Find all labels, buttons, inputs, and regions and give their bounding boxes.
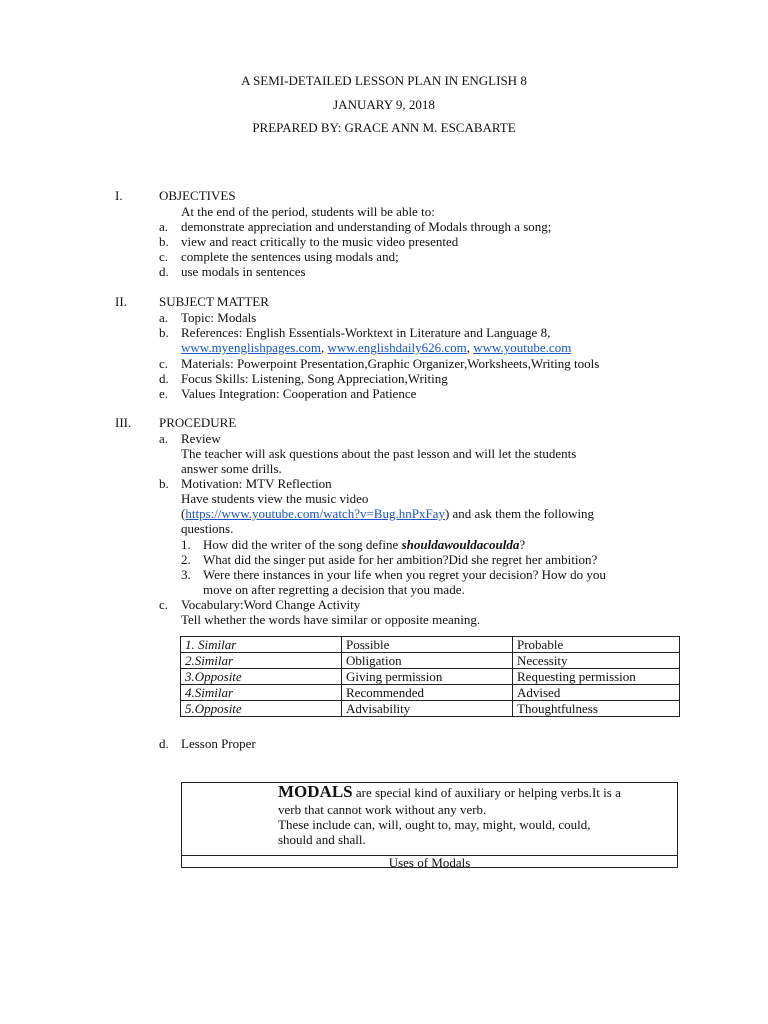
word-cell: Advised (513, 685, 680, 701)
word-cell: Probable (513, 637, 680, 653)
vocabulary-table (180, 636, 680, 717)
uses-of-modals-heading: Uses of Modals (388, 855, 471, 870)
word-cell: Obligation (342, 653, 513, 669)
list-letter: a. (159, 219, 169, 234)
table-row (181, 653, 680, 669)
section-heading-procedure: PROCEDURE (159, 415, 237, 430)
review-label: Review (181, 431, 221, 446)
document-title: A SEMI-DETAILED LESSON PLAN IN ENGLISH 8 (241, 73, 527, 88)
list-letter: c. (159, 249, 169, 264)
review-text: The teacher will ask questions about the past lesson and will let the students (181, 446, 577, 461)
word-cell: Thoughtfulness (513, 701, 680, 717)
question-text: ? (519, 537, 526, 552)
motivation-video-line (181, 506, 594, 521)
question-2: What did the singer put aside for her ambition?Did she regret her ambition? (203, 552, 598, 567)
modals-definition (278, 783, 674, 847)
song-title-emphasis: shouldawouldacoulda (401, 537, 520, 552)
list-letter: b. (159, 476, 169, 491)
lesson-proper-label: Lesson Proper (181, 736, 256, 751)
motivation-text: ) and ask them the following (444, 506, 595, 521)
question-1 (203, 537, 525, 552)
definition-line (278, 783, 674, 802)
vocabulary-instruction: Tell whether the words have similar or opposite meaning. (181, 612, 481, 627)
list-letter: d. (159, 736, 169, 751)
definition-line: should and shall. (278, 832, 366, 847)
word-cell: Recommended (342, 685, 513, 701)
link-separator: , (320, 340, 328, 355)
review-text: answer some drills. (181, 461, 282, 476)
materials-text: Materials: Powerpoint Presentation,Graphic Organizer,Worksheets,Writing tools (181, 356, 600, 371)
section-heading-objectives: OBJECTIVES (159, 188, 236, 203)
word-cell: Advisability (342, 701, 513, 717)
music-video-link[interactable]: https://www.youtube.com/watch?v=Bug.hnPxFay (185, 506, 445, 521)
prepared-by: PREPARED BY: GRACE ANN M. ESCABARTE (252, 120, 516, 135)
reference-link-myenglishpages[interactable]: www.myenglishpages.com (181, 340, 321, 355)
reference-link-youtube[interactable]: www.youtube.com (473, 340, 572, 355)
objective-item: complete the sentences using modals and; (181, 249, 399, 264)
answer-cell: 1. Similar (181, 637, 342, 653)
word-cell: Necessity (513, 653, 680, 669)
table-row (181, 669, 680, 685)
answer-cell: 3.Opposite (181, 669, 342, 685)
link-separator: , (466, 340, 474, 355)
list-letter: e. (159, 386, 169, 401)
modals-term: MODALS (278, 782, 353, 801)
section-numeral: II. (115, 294, 127, 309)
list-letter: a. (159, 310, 169, 325)
list-letter: b. (159, 325, 169, 340)
table-row (181, 685, 680, 701)
references-links (181, 340, 571, 355)
motivation-text: questions. (181, 521, 234, 536)
question-text: How did the writer of the song define (203, 537, 402, 552)
list-letter: c. (159, 597, 169, 612)
question-number: 2. (181, 552, 191, 567)
section-numeral: III. (115, 415, 132, 430)
table-row (181, 637, 680, 653)
question-3: Were there instances in your life when you regret your decision? How do you (203, 567, 606, 582)
answer-cell: 5.Opposite (181, 701, 342, 717)
answer-cell: 2.Similar (181, 653, 342, 669)
list-letter: d. (159, 264, 169, 279)
objective-item: demonstrate appreciation and understanding of Modals through a song; (181, 219, 552, 234)
word-cell: Giving permission (342, 669, 513, 685)
motivation-text: Have students view the music video (181, 491, 369, 506)
objectives-intro: At the end of the period, students will be able to: (181, 204, 435, 219)
values-integration-text: Values Integration: Cooperation and Patience (181, 386, 417, 401)
motivation-label: Motivation: MTV Reflection (181, 476, 332, 491)
answer-cell: 4.Similar (181, 685, 342, 701)
vocabulary-label: Vocabulary:Word Change Activity (181, 597, 361, 612)
open-paren: ( (181, 506, 186, 521)
definition-line: These include can, will, ought to, may, might, would, could, (278, 817, 591, 832)
definition-line: verb that cannot work without any verb. (278, 802, 487, 817)
topic-text: Topic: Modals (181, 310, 257, 325)
definition-text: are special kind of auxiliary or helping verbs.It is a (352, 785, 621, 800)
document-date: JANUARY 9, 2018 (333, 97, 435, 112)
list-letter: d. (159, 371, 169, 386)
list-letter: b. (159, 234, 169, 249)
objective-item: view and react critically to the music video presented (181, 234, 459, 249)
section-heading-subject-matter: SUBJECT MATTER (159, 294, 269, 309)
word-cell: Possible (342, 637, 513, 653)
question-number: 3. (181, 567, 191, 582)
list-letter: c. (159, 356, 169, 371)
objective-item: use modals in sentences (181, 264, 306, 279)
list-letter: a. (159, 431, 169, 446)
focus-skills-text: Focus Skills: Listening, Song Appreciation,Writing (181, 371, 448, 386)
question-3-continued: move on after regretting a decision that you made. (203, 582, 465, 597)
table-row (181, 701, 680, 717)
section-numeral: I. (115, 188, 123, 203)
question-number: 1. (181, 537, 191, 552)
reference-link-englishdaily626[interactable]: www.englishdaily626.com (327, 340, 467, 355)
modals-definition-box (181, 782, 678, 868)
references-text: References: English Essentials-Worktext in Literature and Language 8, (181, 325, 551, 340)
word-cell: Requesting permission (513, 669, 680, 685)
